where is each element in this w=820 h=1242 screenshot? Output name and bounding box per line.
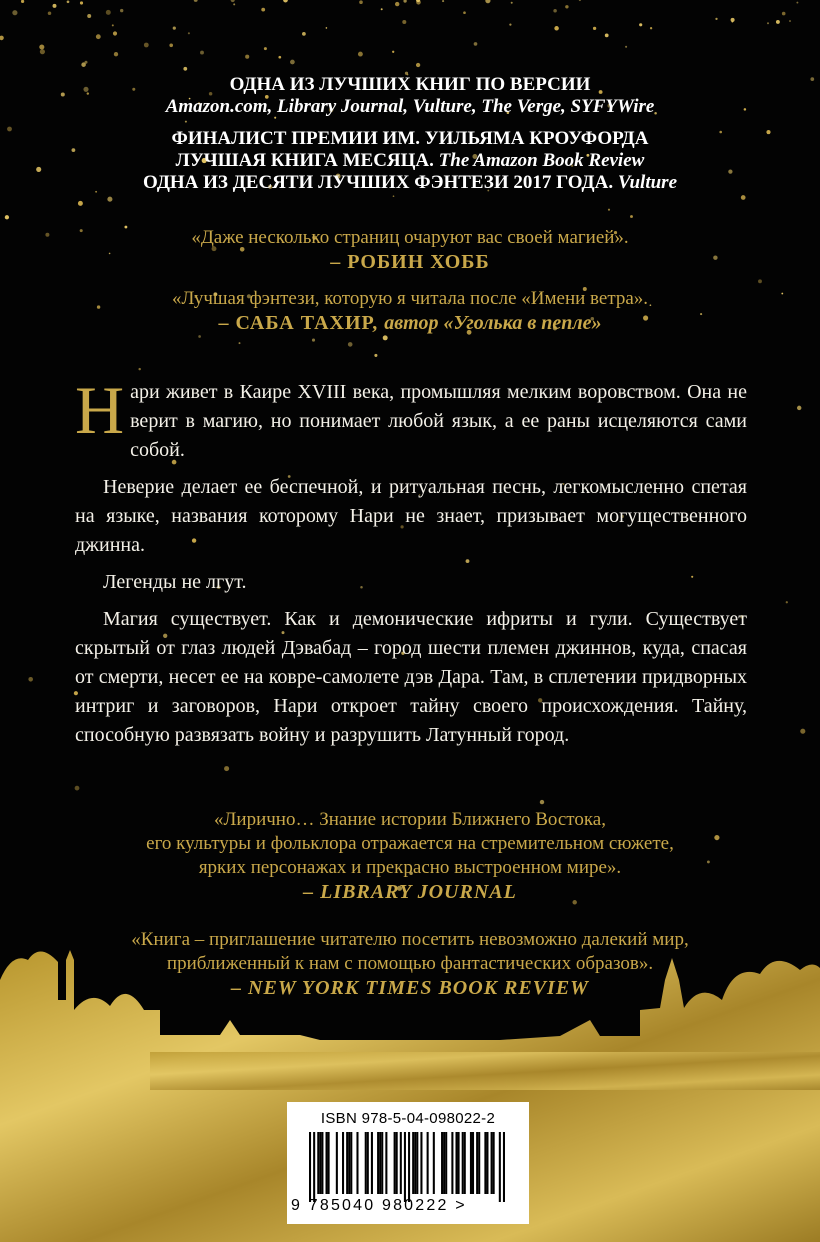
star	[245, 55, 249, 59]
barcode-bar	[445, 1132, 447, 1194]
star	[326, 27, 328, 29]
quote-library-journal	[0, 808, 820, 904]
star	[630, 215, 633, 218]
star	[278, 56, 281, 59]
star	[402, 20, 406, 24]
star	[188, 32, 190, 34]
barcode-bar	[365, 1132, 367, 1194]
quote-line: «Лирично… Знание истории Ближнего Востока,	[214, 809, 606, 830]
quote-author: – РОБИН ХОББ	[330, 251, 490, 273]
star	[403, 0, 406, 3]
star	[395, 2, 399, 6]
barcode-bar	[336, 1132, 338, 1194]
barcode-bar	[455, 1132, 457, 1194]
barcode-bar	[381, 1132, 383, 1194]
star	[381, 8, 383, 10]
star	[463, 11, 466, 14]
barcode-bar	[319, 1132, 321, 1194]
star	[554, 26, 559, 31]
barcode-bar	[441, 1132, 443, 1194]
star	[358, 52, 363, 57]
barcode-bar	[414, 1132, 416, 1194]
star	[593, 27, 596, 30]
star	[53, 4, 57, 8]
barcode-bar	[443, 1132, 445, 1194]
star	[264, 47, 267, 50]
quote-line: его культуры и фольклора отражается на стремительном сюжете,	[146, 833, 674, 854]
isbn-barcode	[287, 1102, 529, 1224]
drop-cap: Н	[75, 372, 125, 448]
description-paragraph-text: ари живет в Каире XVIII века, промышляя мелким воровством. Она не верит в магию, но понимает любой язык, а ее раны исцеляются сами собой.	[130, 381, 747, 461]
star	[5, 215, 9, 219]
star	[81, 62, 86, 67]
barcode-bar	[367, 1132, 369, 1194]
star	[261, 8, 265, 12]
isbn-number: ISBN 978-5-04-098022-2	[320, 1110, 496, 1127]
quote-author	[0, 311, 820, 335]
barcode-bar	[458, 1132, 460, 1194]
star	[393, 195, 395, 197]
star	[786, 601, 788, 603]
star	[715, 18, 717, 20]
star	[579, 0, 581, 1]
star	[565, 5, 568, 8]
quote-author: – LIBRARY JOURNAL	[303, 881, 517, 903]
star	[39, 44, 44, 49]
barcode-bar	[472, 1132, 474, 1194]
barcode-bar	[346, 1132, 348, 1194]
barcode-bar	[396, 1132, 398, 1194]
barcode-bar	[433, 1132, 435, 1194]
quote-hobb	[0, 226, 820, 274]
barcode-bar	[462, 1132, 464, 1194]
star	[540, 800, 544, 804]
quote-text: «Лучшая фэнтези, которую я читала после «Имени ветра».	[171, 288, 649, 309]
quote-author-name: – САБА ТАХИР,	[218, 312, 379, 334]
description-paragraph	[75, 372, 747, 465]
awards-line-5	[0, 172, 820, 194]
barcode-bar	[408, 1132, 410, 1202]
barcode-bar	[328, 1132, 330, 1194]
star	[442, 0, 444, 2]
quote-line: приближенный к нам с помощью фантастических образов».	[166, 953, 654, 974]
star	[40, 49, 45, 54]
star	[392, 51, 394, 53]
star	[553, 9, 557, 13]
star	[416, 63, 420, 67]
barcode-bar	[317, 1132, 319, 1194]
star	[239, 342, 241, 344]
book-description	[75, 372, 747, 758]
star	[120, 9, 123, 12]
star	[797, 406, 801, 410]
star	[290, 60, 295, 65]
star	[0, 36, 4, 41]
barcode-bar	[470, 1132, 472, 1194]
barcode-bar	[491, 1132, 493, 1194]
barcode-bar	[350, 1132, 352, 1194]
star	[782, 12, 786, 16]
star	[741, 195, 746, 200]
star	[113, 31, 117, 35]
description-paragraph: Неверие делает ее беспечной, и ритуальная песнь, легкомысленно спетая на языке, названия которому Нари не знает, призывает могущественного джинна.	[75, 476, 747, 556]
barcode-bar	[356, 1132, 358, 1194]
star	[173, 27, 176, 30]
barcode-bar	[416, 1132, 418, 1194]
star	[48, 11, 52, 15]
star	[112, 24, 114, 26]
barcode-bar	[348, 1132, 350, 1194]
star	[200, 51, 204, 55]
awards-line-2	[0, 96, 820, 118]
quote-tahir	[0, 287, 820, 335]
star	[67, 0, 70, 3]
barcode-bar	[404, 1132, 406, 1202]
star	[625, 46, 627, 48]
star	[776, 20, 780, 24]
barcode-bar	[412, 1132, 414, 1194]
barcode-bar	[394, 1132, 396, 1194]
star	[509, 23, 511, 25]
awards-sources: Amazon.com, Library Journal, Vulture, The Verge, SYFYWire	[165, 96, 655, 117]
star	[107, 197, 112, 202]
barcode-bar	[451, 1132, 453, 1194]
barcode-bar	[321, 1132, 323, 1194]
awards-line-4-source: The Amazon Book Review	[438, 150, 645, 171]
barcode-bar	[313, 1132, 315, 1202]
barcode-bars	[309, 1132, 505, 1202]
star	[374, 354, 377, 357]
quote-line: «Книга – приглашение читателю посетить невозможно далекий мир,	[131, 929, 689, 950]
awards-block	[0, 74, 820, 194]
barcode-bar	[427, 1132, 429, 1194]
star	[511, 2, 513, 4]
awards-line-3: ФИНАЛИСТ ПРЕМИИ ИМ. УИЛЬЯМА КРОУФОРДА	[171, 128, 649, 149]
star	[605, 34, 609, 38]
awards-line-5-source: Vulture	[617, 172, 678, 193]
star	[75, 786, 80, 791]
star	[383, 335, 388, 340]
star	[758, 279, 762, 283]
star	[144, 43, 149, 48]
barcode-bar	[379, 1132, 381, 1194]
star	[78, 201, 83, 206]
barcode-bar	[486, 1132, 488, 1194]
star	[80, 1, 83, 4]
star	[198, 335, 201, 338]
barcode-bar	[503, 1132, 505, 1202]
barcode-bar	[385, 1132, 387, 1194]
barcode-bar	[309, 1132, 311, 1202]
quote-author: – NEW YORK TIMES BOOK REVIEW	[231, 977, 589, 999]
barcode-bar	[464, 1132, 466, 1194]
barcode-bar	[371, 1132, 373, 1194]
barcode-bar	[377, 1132, 379, 1194]
barcode-bar	[476, 1132, 478, 1194]
star	[800, 729, 805, 734]
quote-text: «Даже несколько страниц очаруют вас своей магией».	[191, 227, 629, 248]
star	[21, 0, 24, 3]
star	[650, 27, 652, 29]
barcode-bar	[499, 1132, 501, 1202]
star	[169, 43, 173, 47]
description-paragraph: Легенды не лгут.	[103, 571, 247, 593]
star	[233, 3, 235, 5]
barcode-bar	[478, 1132, 480, 1194]
star	[96, 34, 101, 39]
star	[224, 766, 229, 771]
awards-line-1: ОДНА ИЗ ЛУЧШИХ КНИГ ПО ВЕРСИИ	[229, 74, 591, 95]
star	[28, 677, 33, 682]
star	[348, 342, 353, 347]
barcode-bar	[342, 1132, 344, 1194]
barcode-bar	[400, 1132, 402, 1194]
star	[789, 20, 791, 22]
star	[106, 10, 111, 15]
star	[87, 14, 91, 18]
star	[359, 0, 363, 4]
barcode-bar	[326, 1132, 328, 1194]
star	[302, 32, 306, 36]
star	[183, 67, 187, 71]
star	[767, 22, 769, 24]
star	[312, 339, 315, 342]
star	[639, 23, 642, 26]
awards-line-4-text: ЛУЧШАЯ КНИГА МЕСЯЦА.	[175, 150, 434, 171]
star	[732, 21, 734, 23]
star	[796, 2, 798, 4]
barcode-bar	[420, 1132, 422, 1194]
star	[474, 42, 478, 46]
star	[138, 368, 140, 370]
description-paragraph: Магия существует. Как и демонические ифриты и гули. Существует скрытый от глаз людей Дэвабад – город шести племен джиннов, куда, спасая от смерти, несет ее на ковре-самолете дэв Дара. Там, в сплетении придворных интриг и заговоров, Нари откроет тайну своего происхождения. Тайну, способную развязать войну и разрушить Латунный город.	[75, 608, 747, 746]
star	[485, 0, 490, 3]
star	[12, 10, 17, 15]
star	[283, 0, 288, 2]
barcode-digits: 9 785040 980222 >	[291, 1197, 467, 1214]
barcode-bar	[493, 1132, 495, 1194]
star	[231, 0, 235, 2]
star	[608, 209, 610, 211]
barcode-bar	[484, 1132, 486, 1194]
awards-line-5-text: ОДНА ИЗ ДЕСЯТИ ЛУЧШИХ ФЭНТЕЗИ 2017 ГОДА.	[142, 172, 614, 193]
star	[194, 0, 198, 2]
awards-line-4	[0, 150, 820, 172]
quote-author-note: автор «Уголька в пепле»	[384, 312, 602, 334]
quote-line: ярких персонажах и прекрасно выстроенном мире».	[198, 857, 622, 878]
star	[114, 52, 118, 56]
